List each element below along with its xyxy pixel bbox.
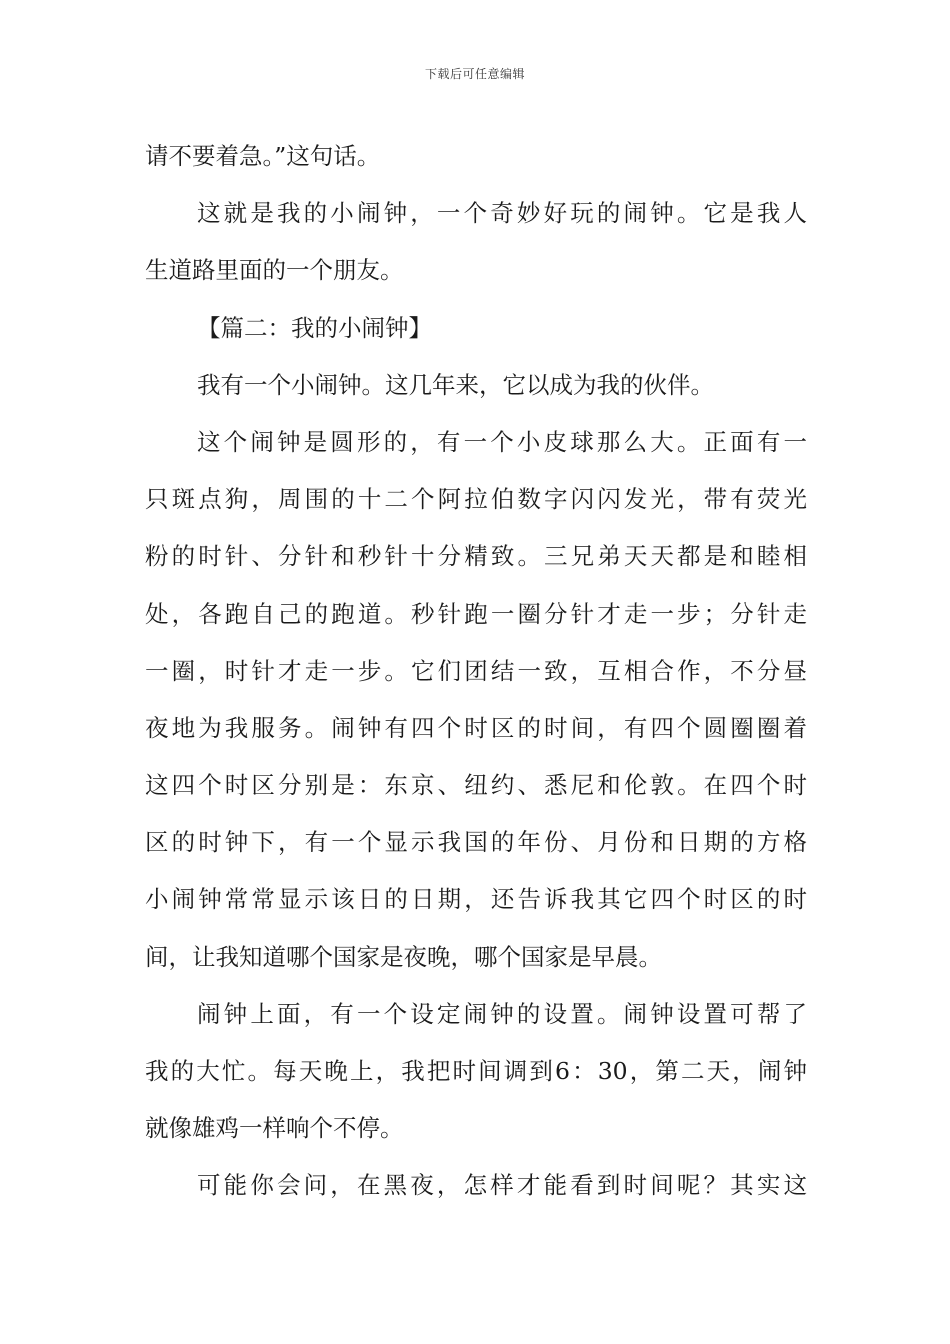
text-line: 一圈，时针才走一步。它们团结一致，互相合作，不分昼 xyxy=(145,656,807,685)
page-header: 下载后可任意编辑 xyxy=(424,67,525,81)
text-line: 这四个时区分别是：东京、纽约、悉尼和伦敦。在四个时 xyxy=(145,771,807,800)
text-line: 闹钟上面，有一个设定闹钟的设置。闹钟设置可帮了 xyxy=(197,999,807,1028)
text-line: 间，让我知道哪个国家是夜晚，哪个国家是早晨。 xyxy=(145,942,662,971)
text-line: 只斑点狗，周围的十二个阿拉伯数字闪闪发光，带有荧光 xyxy=(145,485,807,514)
text-line: 这就是我的小闹钟，一个奇妙好玩的闹钟。它是我人 xyxy=(197,199,807,228)
text-line: 请不要着急。”这句话。 xyxy=(145,142,381,170)
text-line: 就像雄鸡一样响个不停。 xyxy=(145,1114,404,1143)
text-line: 我的大忙。每天晚上，我把时间调到6：30，第二天，闹钟 xyxy=(145,1057,807,1085)
text-line: 粉的时针、分针和秒针十分精致。三兄弟天天都是和睦相 xyxy=(145,542,807,571)
text-line: 我有一个小闹钟。这几年来，它以成为我的伙伴。 xyxy=(197,370,714,399)
text-line: 处，各跑自己的跑道。秒针跑一圈分针才走一步；分针走 xyxy=(145,599,807,628)
text-line: 这个闹钟是圆形的，有一个小皮球那么大。正面有一 xyxy=(197,427,807,456)
document-body xyxy=(145,128,807,1215)
text-line: 可能你会问，在黑夜，怎样才能看到时间呢？其实这 xyxy=(197,1171,807,1200)
text-line: 夜地为我服务。闹钟有四个时区的时间，有四个圆圈圈着 xyxy=(145,713,807,742)
text-line: 小闹钟常常显示该日的日期，还告诉我其它四个时区的时 xyxy=(145,885,807,914)
section-heading: 【篇二：我的小闹钟】 xyxy=(197,313,432,342)
text-line: 生道路里面的一个朋友。 xyxy=(145,256,404,285)
text-line: 区的时钟下，有一个显示我国的年份、月份和日期的方格 xyxy=(145,828,807,857)
